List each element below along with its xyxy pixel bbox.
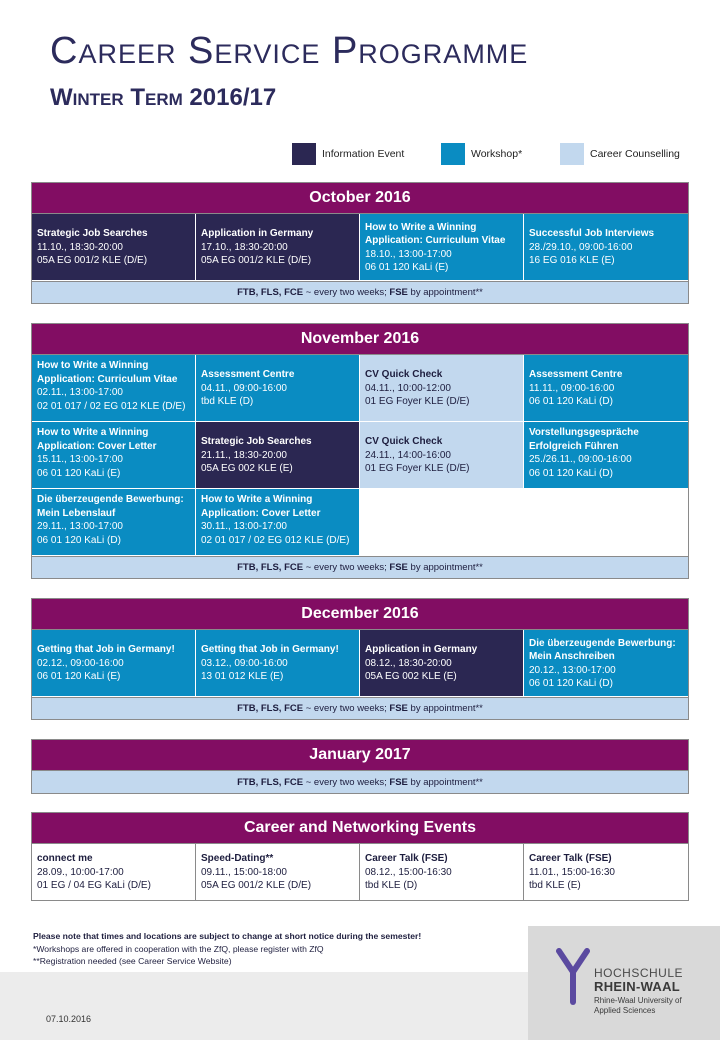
event-time: 29.11., 13:00-17:00	[37, 521, 123, 532]
empty-cell	[360, 489, 524, 556]
event-time: 28.09., 10:00-17:00	[37, 866, 124, 878]
legend-item-information-event	[292, 142, 404, 166]
event-location: tbd KLE (D)	[365, 880, 418, 892]
note-registration: **Registration needed (see Career Service Website)	[33, 956, 232, 966]
note-change-notice: Please note that times and locations are subject to change at short notice during the semester!	[33, 931, 422, 941]
event-location: 06 01 120 KaLi (D)	[37, 534, 121, 546]
legend-item-career-counselling	[560, 142, 680, 166]
event-time: 20.12., 13:00-17:00	[529, 664, 616, 676]
legend-item-workshop	[441, 142, 522, 166]
event-location: 06 01 120 KaLi (E)	[37, 671, 121, 683]
event-title: connect me	[37, 853, 93, 865]
event-time: 08.12., 18:30-20:00	[365, 657, 452, 669]
footer-text-d: by appointment**	[407, 287, 483, 298]
footer-text-c: FSE	[389, 703, 408, 714]
event-title: Career Talk (FSE)	[529, 853, 612, 865]
event-title: Die überzeugende Bewerbung: Mein Anschreiben	[529, 637, 676, 662]
event-cell	[196, 844, 360, 900]
event-location: 06 01 120 KaLi (E)	[365, 262, 449, 273]
footer-text-b: ~ every two weeks;	[303, 562, 390, 573]
note-workshops: *Workshops are offered in cooperation with the ZfQ, please register with ZfQ	[33, 943, 324, 954]
footer-text-c: FSE	[389, 287, 408, 298]
footer-text-c: FSE	[389, 776, 408, 788]
event-title: Assessment Centre	[201, 369, 295, 381]
event-title: Successful Job Interviews	[529, 228, 655, 240]
footer-text-b: ~ every two weeks;	[303, 703, 390, 714]
event-time: 08.12., 15:00-16:30	[365, 866, 452, 878]
event-location: 16 EG 016 KLE (E)	[529, 255, 615, 267]
event-title: Vorstellungsgespräche Erfolgreich Führen	[529, 427, 639, 452]
month-january	[31, 739, 689, 794]
event-cell	[360, 214, 524, 281]
month-header: November 2016	[32, 324, 688, 355]
event-cell	[32, 630, 196, 697]
legend	[0, 142, 720, 166]
month-header: October 2016	[32, 183, 688, 214]
event-time: 11.01., 15:00-16:30	[529, 866, 615, 878]
event-time: 18.10., 13:00-17:00	[365, 248, 452, 260]
event-cell	[524, 844, 688, 900]
event-title: Strategic Job Searches	[201, 436, 312, 448]
event-cell	[360, 355, 524, 422]
event-cell	[524, 630, 688, 697]
event-cell	[32, 214, 196, 281]
event-title: CV Quick Check	[365, 436, 443, 448]
event-grid	[32, 630, 688, 697]
month-october	[31, 182, 689, 304]
footer-text-d: by appointment**	[407, 562, 483, 573]
event-title: CV Quick Check	[365, 369, 443, 381]
networking-events	[31, 812, 689, 901]
logo-text-hochschule: HOCHSCHULE	[594, 966, 684, 980]
event-location: 06 01 120 KaLi (D)	[529, 467, 613, 479]
legend-label: Information Event	[322, 148, 405, 160]
event-cell	[524, 214, 688, 281]
month-header: December 2016	[32, 599, 688, 630]
event-cell	[360, 630, 524, 697]
event-cell	[196, 630, 360, 697]
event-title: Career Talk (FSE)	[365, 853, 448, 865]
event-title: Assessment Centre	[529, 369, 623, 381]
event-location: 05A EG 002 KLE (E)	[201, 463, 293, 475]
legend-label: Workshop*	[471, 148, 523, 160]
event-time: 28./29.10., 09:00-16:00	[529, 241, 633, 253]
event-location: tbd KLE (E)	[529, 880, 581, 892]
event-cell	[196, 422, 360, 489]
event-title: How to Write a Winning Application: Cover Letter	[37, 427, 157, 452]
event-title: How to Write a Winning Application: Cover Letter	[201, 494, 321, 519]
event-time: 04.11., 09:00-16:00	[201, 382, 287, 394]
event-time: 02.12., 09:00-16:00	[37, 657, 124, 669]
event-cell	[196, 489, 360, 556]
footer-text-d: by appointment**	[407, 703, 483, 714]
event-time: 09.11., 15:00-18:00	[201, 866, 287, 878]
logo-text-rhein-waal: RHEIN-WAAL	[594, 979, 681, 994]
event-grid	[32, 844, 688, 900]
page-title: Career Service Programme	[50, 30, 529, 72]
event-time: 11.10., 18:30-20:00	[37, 241, 123, 253]
event-time: 03.12., 09:00-16:00	[201, 657, 288, 669]
month-footer	[32, 771, 688, 793]
page-subtitle: Winter Term 2016/17	[50, 84, 277, 111]
footer-text-b: ~ every two weeks;	[303, 776, 390, 788]
event-title: Die überzeugende Bewerbung: Mein Lebenslauf	[37, 494, 184, 519]
event-location: 02 01 017 / 02 EG 012 KLE (D/E)	[37, 400, 186, 412]
footer-text-a: FTB, FLS, FCE	[237, 776, 304, 788]
event-cell	[524, 422, 688, 489]
event-location: 01 EG / 04 EG KaLi (D/E)	[37, 880, 151, 892]
footer-text-c: FSE	[389, 562, 408, 573]
event-time: 02.11., 13:00-17:00	[37, 387, 123, 398]
event-time: 04.11., 10:00-12:00	[365, 382, 451, 394]
event-cell	[360, 422, 524, 489]
event-title: Speed-Dating**	[201, 853, 274, 865]
notes	[33, 930, 421, 968]
legend-label: Career Counselling	[590, 148, 680, 160]
event-location: 06 01 120 KaLi (E)	[37, 467, 121, 479]
event-location: 01 EG Foyer KLE (D/E)	[365, 396, 470, 408]
event-title: Strategic Job Searches	[37, 228, 148, 240]
event-cell	[196, 214, 360, 281]
event-title: Getting that Job in Germany!	[37, 644, 175, 656]
footer-text-d: by appointment**	[407, 776, 483, 788]
legend-swatch-counselling	[560, 143, 584, 165]
university-logo-icon	[556, 948, 590, 1006]
event-cell	[32, 844, 196, 900]
empty-cell	[524, 489, 688, 556]
event-time: 30.11., 13:00-17:00	[201, 521, 287, 532]
legend-swatch-information	[292, 143, 316, 165]
event-time: 24.11., 14:00-16:00	[365, 449, 451, 461]
event-location: 05A EG 001/2 KLE (D/E)	[201, 880, 312, 892]
month-header: January 2017	[32, 740, 688, 771]
event-time: 15.11., 13:00-17:00	[37, 454, 123, 465]
month-footer	[32, 697, 688, 719]
event-location: 06 01 120 KaLi (D)	[529, 678, 613, 689]
footer-text-a: FTB, FLS, FCE	[237, 703, 304, 714]
month-december	[31, 598, 689, 720]
event-title: Application in Germany	[201, 228, 314, 240]
event-title: Application in Germany	[365, 644, 478, 656]
event-cell	[360, 844, 524, 900]
event-location: 05A EG 001/2 KLE (D/E)	[201, 255, 312, 267]
event-cell	[524, 355, 688, 422]
month-footer	[32, 281, 688, 303]
event-location: 01 EG Foyer KLE (D/E)	[365, 463, 470, 475]
event-grid	[32, 355, 688, 556]
event-title: Getting that Job in Germany!	[201, 644, 339, 656]
event-time: 17.10., 18:30-20:00	[201, 241, 288, 253]
event-time: 21.11., 18:30-20:00	[201, 449, 287, 461]
logo-text-university: Rhine-Waal University of Applied Sciences	[594, 996, 682, 1015]
event-location: 02 01 017 / 02 EG 012 KLE (D/E)	[201, 534, 350, 546]
document-date: 07.10.2016	[46, 1014, 92, 1024]
event-location: 05A EG 001/2 KLE (D/E)	[37, 255, 148, 267]
event-grid	[32, 214, 688, 281]
event-cell	[32, 422, 196, 489]
event-cell	[196, 355, 360, 422]
footer-text-a: FTB, FLS, FCE	[237, 562, 304, 573]
month-footer	[32, 556, 688, 578]
event-cell	[32, 355, 196, 422]
section-header: Career and Networking Events	[32, 813, 688, 844]
month-november	[31, 323, 689, 579]
event-cell	[32, 489, 196, 556]
legend-swatch-workshop	[441, 143, 465, 165]
footer-text-a: FTB, FLS, FCE	[237, 287, 304, 298]
event-location: 06 01 120 KaLi (D)	[529, 396, 613, 408]
event-location: 13 01 012 KLE (E)	[201, 671, 284, 683]
event-location: 05A EG 002 KLE (E)	[365, 671, 457, 683]
footer-text-b: ~ every two weeks;	[303, 287, 390, 298]
event-title: How to Write a Winning Application: Curriculum Vitae	[37, 360, 178, 385]
event-time: 25./26.11., 09:00-16:00	[529, 454, 632, 465]
event-title: How to Write a Winning Application: Curriculum Vitae	[365, 221, 506, 246]
event-location: tbd KLE (D)	[201, 396, 254, 408]
event-time: 11.11., 09:00-16:00	[529, 382, 615, 394]
